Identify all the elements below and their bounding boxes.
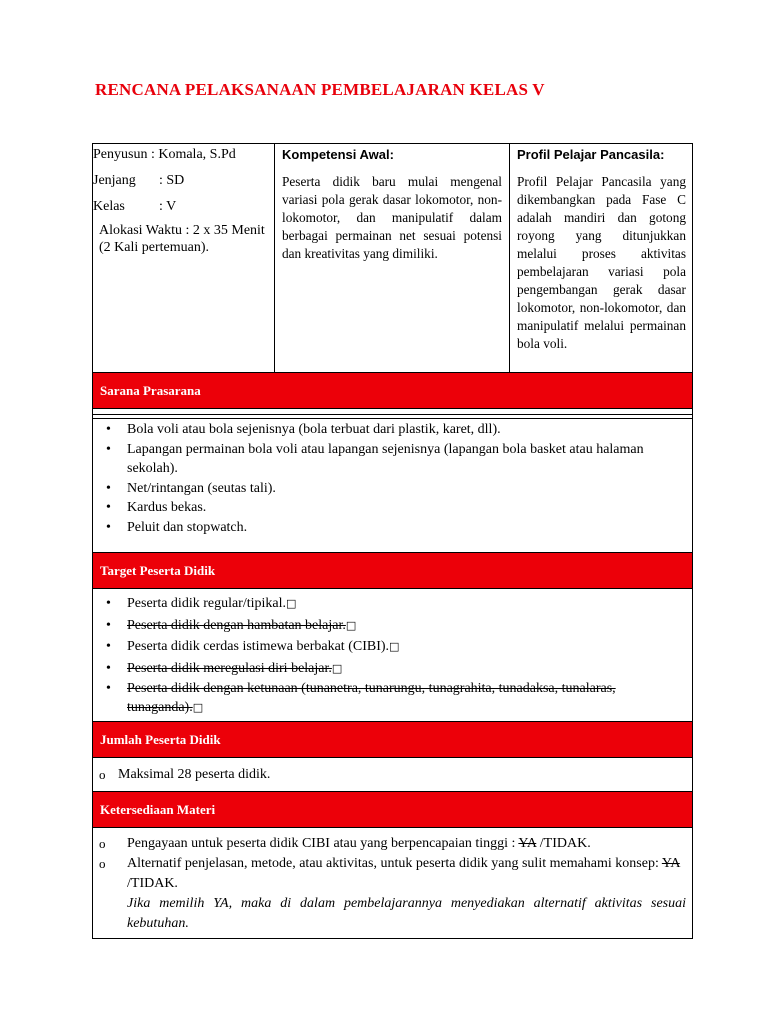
option-tidak: /TIDAK. (536, 836, 591, 851)
target-list (93, 593, 692, 717)
target-item-text: Peserta didik dengan ketunaan (tunanetra, tunarungu, tunagrahita, tunadaksa, tunalaras, tunaganda). (127, 681, 616, 715)
sarana-heading: Sarana Prasarana (93, 373, 692, 409)
jenjang-line (93, 172, 274, 198)
option-tidak: /TIDAK. (127, 876, 178, 891)
list-item (93, 615, 692, 637)
identity-cell (93, 144, 275, 372)
jenjang-value: : SD (159, 173, 185, 188)
list-item (93, 854, 692, 934)
list-item: o Maksimal 28 peserta didik. (93, 765, 692, 785)
materi-note: Jika memilih YA, maka di dalam pembelajarannya menyediakan alternatif aktivitas sesuai kebutuhan. (127, 896, 686, 931)
info-row (93, 144, 692, 373)
materi-item-text: Pengayaan untuk peserta didik CIBI atau yang berpencapaian tinggi : (127, 836, 519, 851)
sarana-block (93, 414, 692, 553)
kompetensi-heading: Kompetensi Awal: (282, 147, 394, 162)
target-item-text: Peserta didik cerdas istimewa berbakat (CIBI). (127, 639, 390, 654)
materi-list (93, 834, 692, 934)
jumlah-block (93, 758, 692, 792)
list-item (93, 679, 692, 717)
kelas-value: : V (159, 199, 177, 214)
jumlah-heading: Jumlah Peserta Didik (93, 722, 692, 758)
profil-cell (510, 144, 692, 372)
jenjang-label: Jenjang (93, 173, 136, 188)
penyusun-line: Penyusun : Komala, S.Pd (93, 147, 236, 162)
list-item (93, 834, 692, 854)
rpp-table (92, 143, 693, 939)
option-ya: YA (518, 836, 537, 851)
target-item-text: Peserta didik dengan hambatan belajar. (127, 617, 346, 633)
divider (93, 414, 692, 419)
list-item (93, 636, 692, 658)
jumlah-list (93, 765, 692, 785)
kompetensi-text: Peserta didik baru mulai mengenal variasi pola gerak dasar lokomotor, non-lokomotor, dan manipulatif dalam berbagai permainan net sesuai potensi dan kreativitas yang dimiliki. (282, 174, 502, 261)
box-mark: □ (345, 618, 357, 632)
box-mark: □ (192, 701, 204, 714)
target-item-text: Peserta didik meregulasi diri belajar. (127, 660, 332, 676)
materi-item-text: Alternatif penjelasan, metode, atau aktivitas, untuk peserta didik yang sulit memahami konsep: (127, 856, 662, 871)
box-mark: □ (286, 597, 297, 610)
list-item: • Bola voli atau bola sejenisnya (bola terbuat dari plastik, karet, dll). (93, 420, 692, 440)
target-heading: Target Peserta Didik (93, 553, 692, 589)
list-item (93, 593, 692, 615)
sarana-list (93, 420, 692, 537)
profil-heading: Profil Pelajar Pancasila: (517, 147, 665, 162)
alokasi-waktu: Alokasi Waktu : 2 x 35 Menit (2 Kali pertemuan). (99, 223, 265, 255)
list-item: • Lapangan permainan bola voli atau lapangan sejenisnya (lapangan bola basket atau halaman sekolah). (93, 440, 692, 479)
kompetensi-cell (275, 144, 510, 372)
document-title: RENCANA PELAKSANAAN PEMBELAJARAN KELAS V (95, 80, 545, 99)
box-mark: □ (331, 661, 343, 675)
list-item: • Kardus bekas. (93, 498, 692, 518)
kelas-label: Kelas (93, 199, 125, 214)
list-item (93, 658, 692, 680)
kelas-line (93, 198, 274, 224)
list-item: • Peluit dan stopwatch. (93, 518, 692, 538)
profil-text: Profil Pelajar Pancasila yang dikembangkan pada Fase C adalah mandiri dan gotong royong yang ditunjukkan melalui proses aktivitas pembelajaran variasi pola pengembangan gerak dasar lokomotor, non-lokomotor, dan manipulatif melalui permainan bola voli. (517, 174, 686, 351)
target-block (93, 589, 692, 722)
target-item-text: Peserta didik regular/tipikal. (127, 596, 287, 611)
materi-block (93, 828, 692, 938)
list-item: • Net/rintangan (seutas tali). (93, 479, 692, 499)
option-ya: YA (661, 856, 680, 871)
box-mark: □ (389, 640, 400, 653)
materi-heading: Ketersediaan Materi (93, 792, 692, 828)
